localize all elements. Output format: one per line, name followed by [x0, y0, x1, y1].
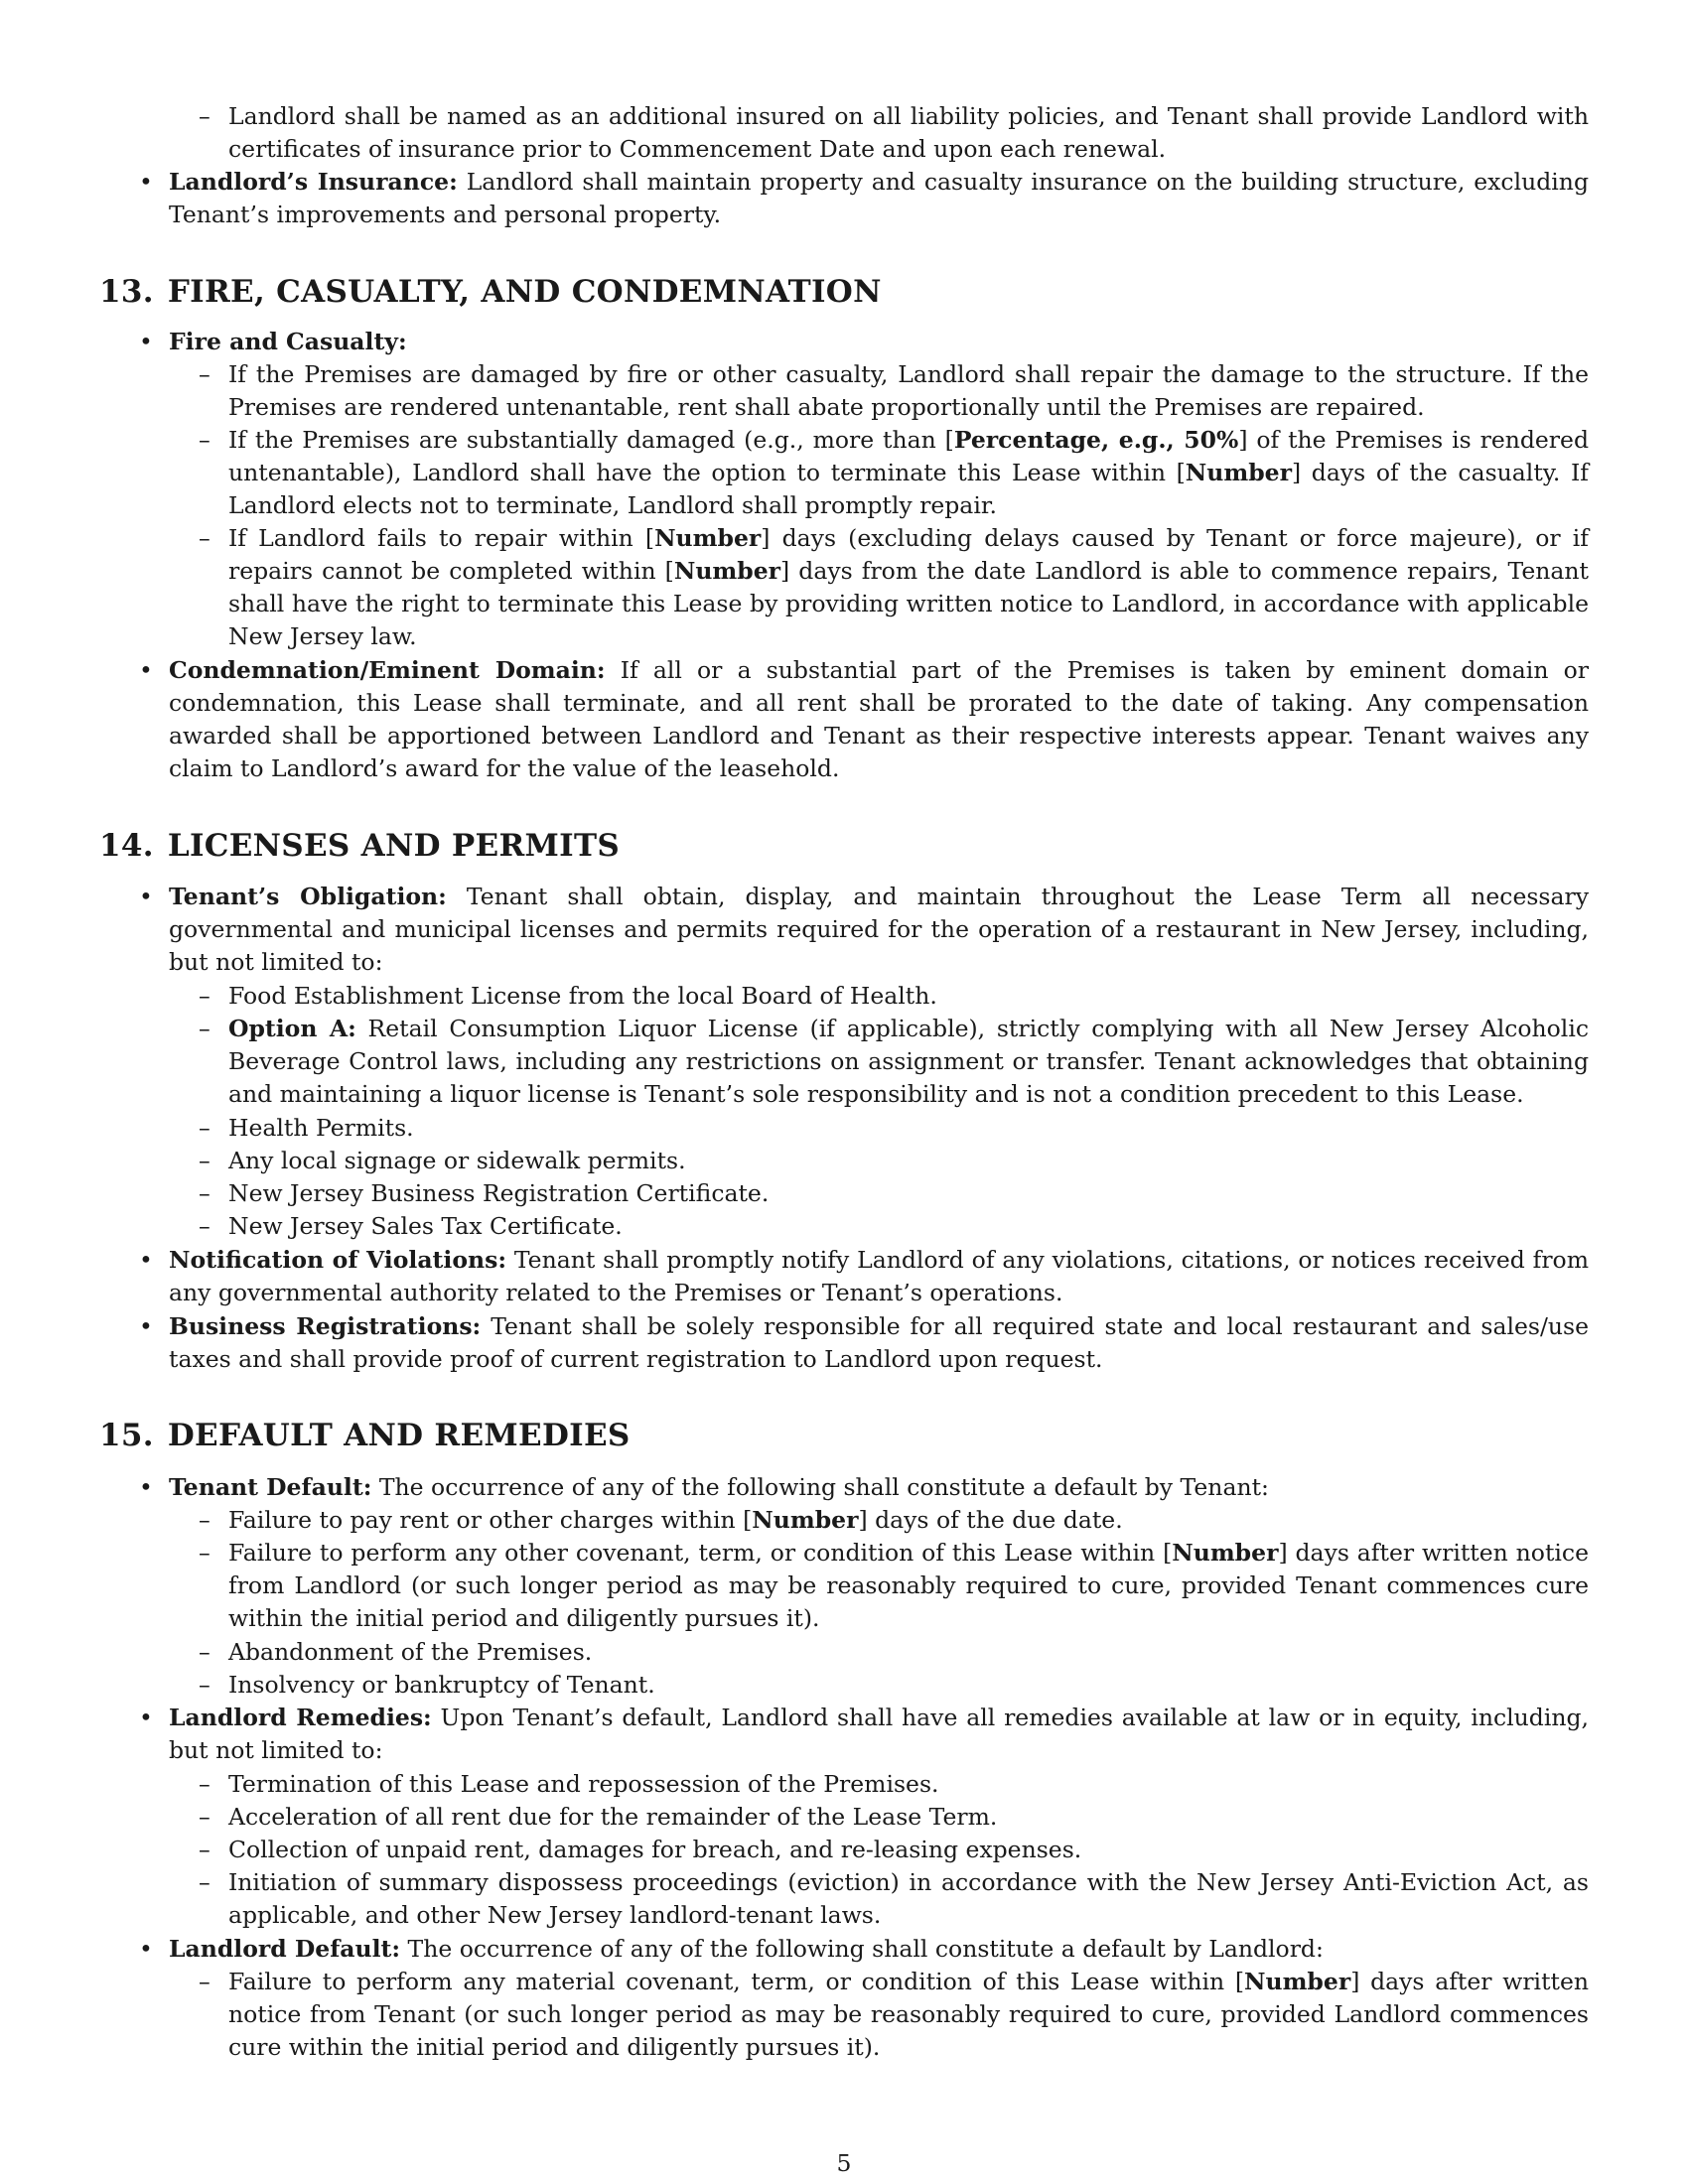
list-item: – Any local signage or sidewalk permits.	[228, 1145, 1589, 1177]
dash-bullet: –	[199, 1147, 211, 1174]
dash-bullet: –	[199, 102, 211, 130]
list-item: • Tenant’s Obligation: Tenant shall obtain, display, and maintain throughout the Lease Term all necessary governmental and municipal licenses and permits required for the operation of a restaurant in New Jersey, including, but not limited to:	[139, 883, 1589, 976]
bullet: •	[139, 883, 153, 910]
list-item: – If the Premises are substantially damaged (e.g., more than [Percentage, e.g., 50%] of the Premises is rendered untenantable), Landlord shall have the option to terminate this Lease within [Number] days of the casualty. If Landlord elects not to terminate, Landlord shall promptly repair.	[199, 426, 1589, 519]
list-item: – Collection of unpaid rent, damages for breach, and re-leasing expenses.	[228, 1834, 1589, 1866]
dash-bullet: –	[199, 426, 211, 454]
dash-bullet: –	[199, 1770, 211, 1798]
dash-bullet: –	[199, 360, 211, 388]
dash-bullet: –	[199, 1539, 211, 1567]
list-item: • Business Registrations: Tenant shall be solely responsible for all required state and local restaurant and sales/use taxes and shall provide proof of current registration to Landlord upon request.	[139, 1312, 1590, 1373]
section-heading: 15. DEFAULT AND REMEDIES	[99, 1418, 631, 1453]
list-item: • Tenant Default: The occurrence of any of the following shall constitute a default by Tenant:	[169, 1471, 1589, 1504]
section-heading: 13. FIRE, CASUALTY, AND CONDEMNATION	[99, 274, 882, 310]
bullet: •	[139, 1312, 153, 1340]
list-item: – Option A: Retail Consumption Liquor License (if applicable), strictly complying with all New Jersey Alcoholic Beverage Control laws, including any restrictions on assignment or transfer. Tenant acknowledges that obtaining and maintaining a liquor license is Tenant’s sole responsibility and is not a condition precedent to this Lease.	[199, 1015, 1589, 1108]
list-item: – Termination of this Lease and repossession of the Premises.	[228, 1768, 1589, 1801]
dash-bullet: –	[199, 1114, 211, 1142]
list-item: – Insolvency or bankruptcy of Tenant.	[228, 1669, 1589, 1702]
list-item: – Food Establishment License from the local Board of Health.	[228, 980, 1589, 1013]
list-item: – Failure to perform any other covenant, term, or condition of this Lease within [Number] days after written notice from Landlord (or such longer period as may be reasonably required to cure, provided Tenant commences cure within the initial period and diligently pursues it).	[199, 1539, 1589, 1632]
dash-bullet: –	[199, 1179, 211, 1207]
bullet: •	[139, 1473, 153, 1501]
list-item: • Landlord’s Insurance: Landlord shall maintain property and casualty insurance on the building structure, excluding Tenant’s improvements and personal property.	[139, 168, 1589, 228]
list-item: – Failure to perform any material covenant, term, or condition of this Lease within [Number] days after written notice from Tenant (or such longer period as may be reasonably required to cure, provided Landlord commences cure within the initial period and diligently pursues it).	[199, 1968, 1589, 2061]
bullet: •	[139, 1246, 153, 1274]
list-item: – Acceleration of all rent due for the remainder of the Lease Term.	[228, 1801, 1589, 1834]
list-item: – Abandonment of the Premises.	[228, 1636, 1589, 1669]
dash-bullet: –	[199, 524, 211, 552]
dash-bullet: –	[199, 1212, 211, 1240]
list-item: – New Jersey Business Registration Certificate.	[228, 1177, 1589, 1210]
dash-bullet: –	[199, 1506, 211, 1534]
bullet: •	[139, 1935, 153, 1963]
list-item: • Condemnation/Eminent Domain: If all or a substantial part of the Premises is taken by eminent domain or condemnation, this Lease shall terminate, and all rent shall be prorated to the date of taking. Any compensation awarded shall be apportioned between Landlord and Tenant as their respective interests appear. Tenant waives any claim to Landlord’s award for the value of the leasehold.	[139, 656, 1589, 782]
section-heading: 14. LICENSES AND PERMITS	[99, 828, 621, 864]
dash-bullet: –	[199, 1803, 211, 1831]
page-number: 5	[836, 2149, 852, 2177]
dash-bullet: –	[199, 1868, 211, 1896]
list-item: – If Landlord fails to repair within [Number] days (excluding delays caused by Tenant or force majeure), or if repairs cannot be completed within [Number] days from the date Landlord is able to commence repairs, Tenant shall have the right to terminate this Lease by providing written notice to Landlord, in accordance with applicable New Jersey law.	[199, 524, 1589, 650]
bullet: •	[139, 656, 153, 684]
dash-bullet: –	[199, 1638, 211, 1666]
bullet: •	[139, 1704, 153, 1731]
list-item: • Notification of Violations: Tenant shall promptly notify Landlord of any violations, citations, or notices received from any governmental authority related to the Premises or Tenant’s operations.	[139, 1246, 1589, 1306]
dash-bullet: –	[199, 1671, 211, 1699]
list-item: – Landlord shall be named as an additional insured on all liability policies, and Tenant shall provide Landlord with certificates of insurance prior to Commencement Date and upon each renewal.	[199, 102, 1589, 163]
list-item: – If the Premises are damaged by fire or other casualty, Landlord shall repair the damage to the structure. If the Premises are rendered untenantable, rent shall abate proportionally until the Premises are repaired.	[199, 360, 1589, 421]
dash-bullet: –	[199, 1968, 211, 1995]
dash-bullet: –	[199, 1015, 211, 1042]
list-item: • Fire and Casualty:	[169, 326, 1589, 358]
dash-bullet: –	[199, 1836, 211, 1863]
dash-bullet: –	[199, 982, 211, 1010]
list-item: – Health Permits.	[228, 1112, 1589, 1145]
bullet: •	[139, 168, 153, 196]
bullet: •	[139, 328, 153, 355]
list-item: – New Jersey Sales Tax Certificate.	[228, 1210, 1589, 1243]
list-item: • Landlord Default: The occurrence of any of the following shall constitute a default by Landlord:	[169, 1933, 1589, 1966]
list-item: – Failure to pay rent or other charges within [Number] days of the due date.	[228, 1504, 1589, 1537]
list-item: • Landlord Remedies: Upon Tenant’s default, Landlord shall have all remedies available at law or in equity, including, but not limited to:	[139, 1704, 1589, 1764]
list-item: – Initiation of summary dispossess proceedings (eviction) in accordance with the New Jersey Anti-Eviction Act, as applicable, and other New Jersey landlord-tenant laws.	[199, 1868, 1589, 1929]
